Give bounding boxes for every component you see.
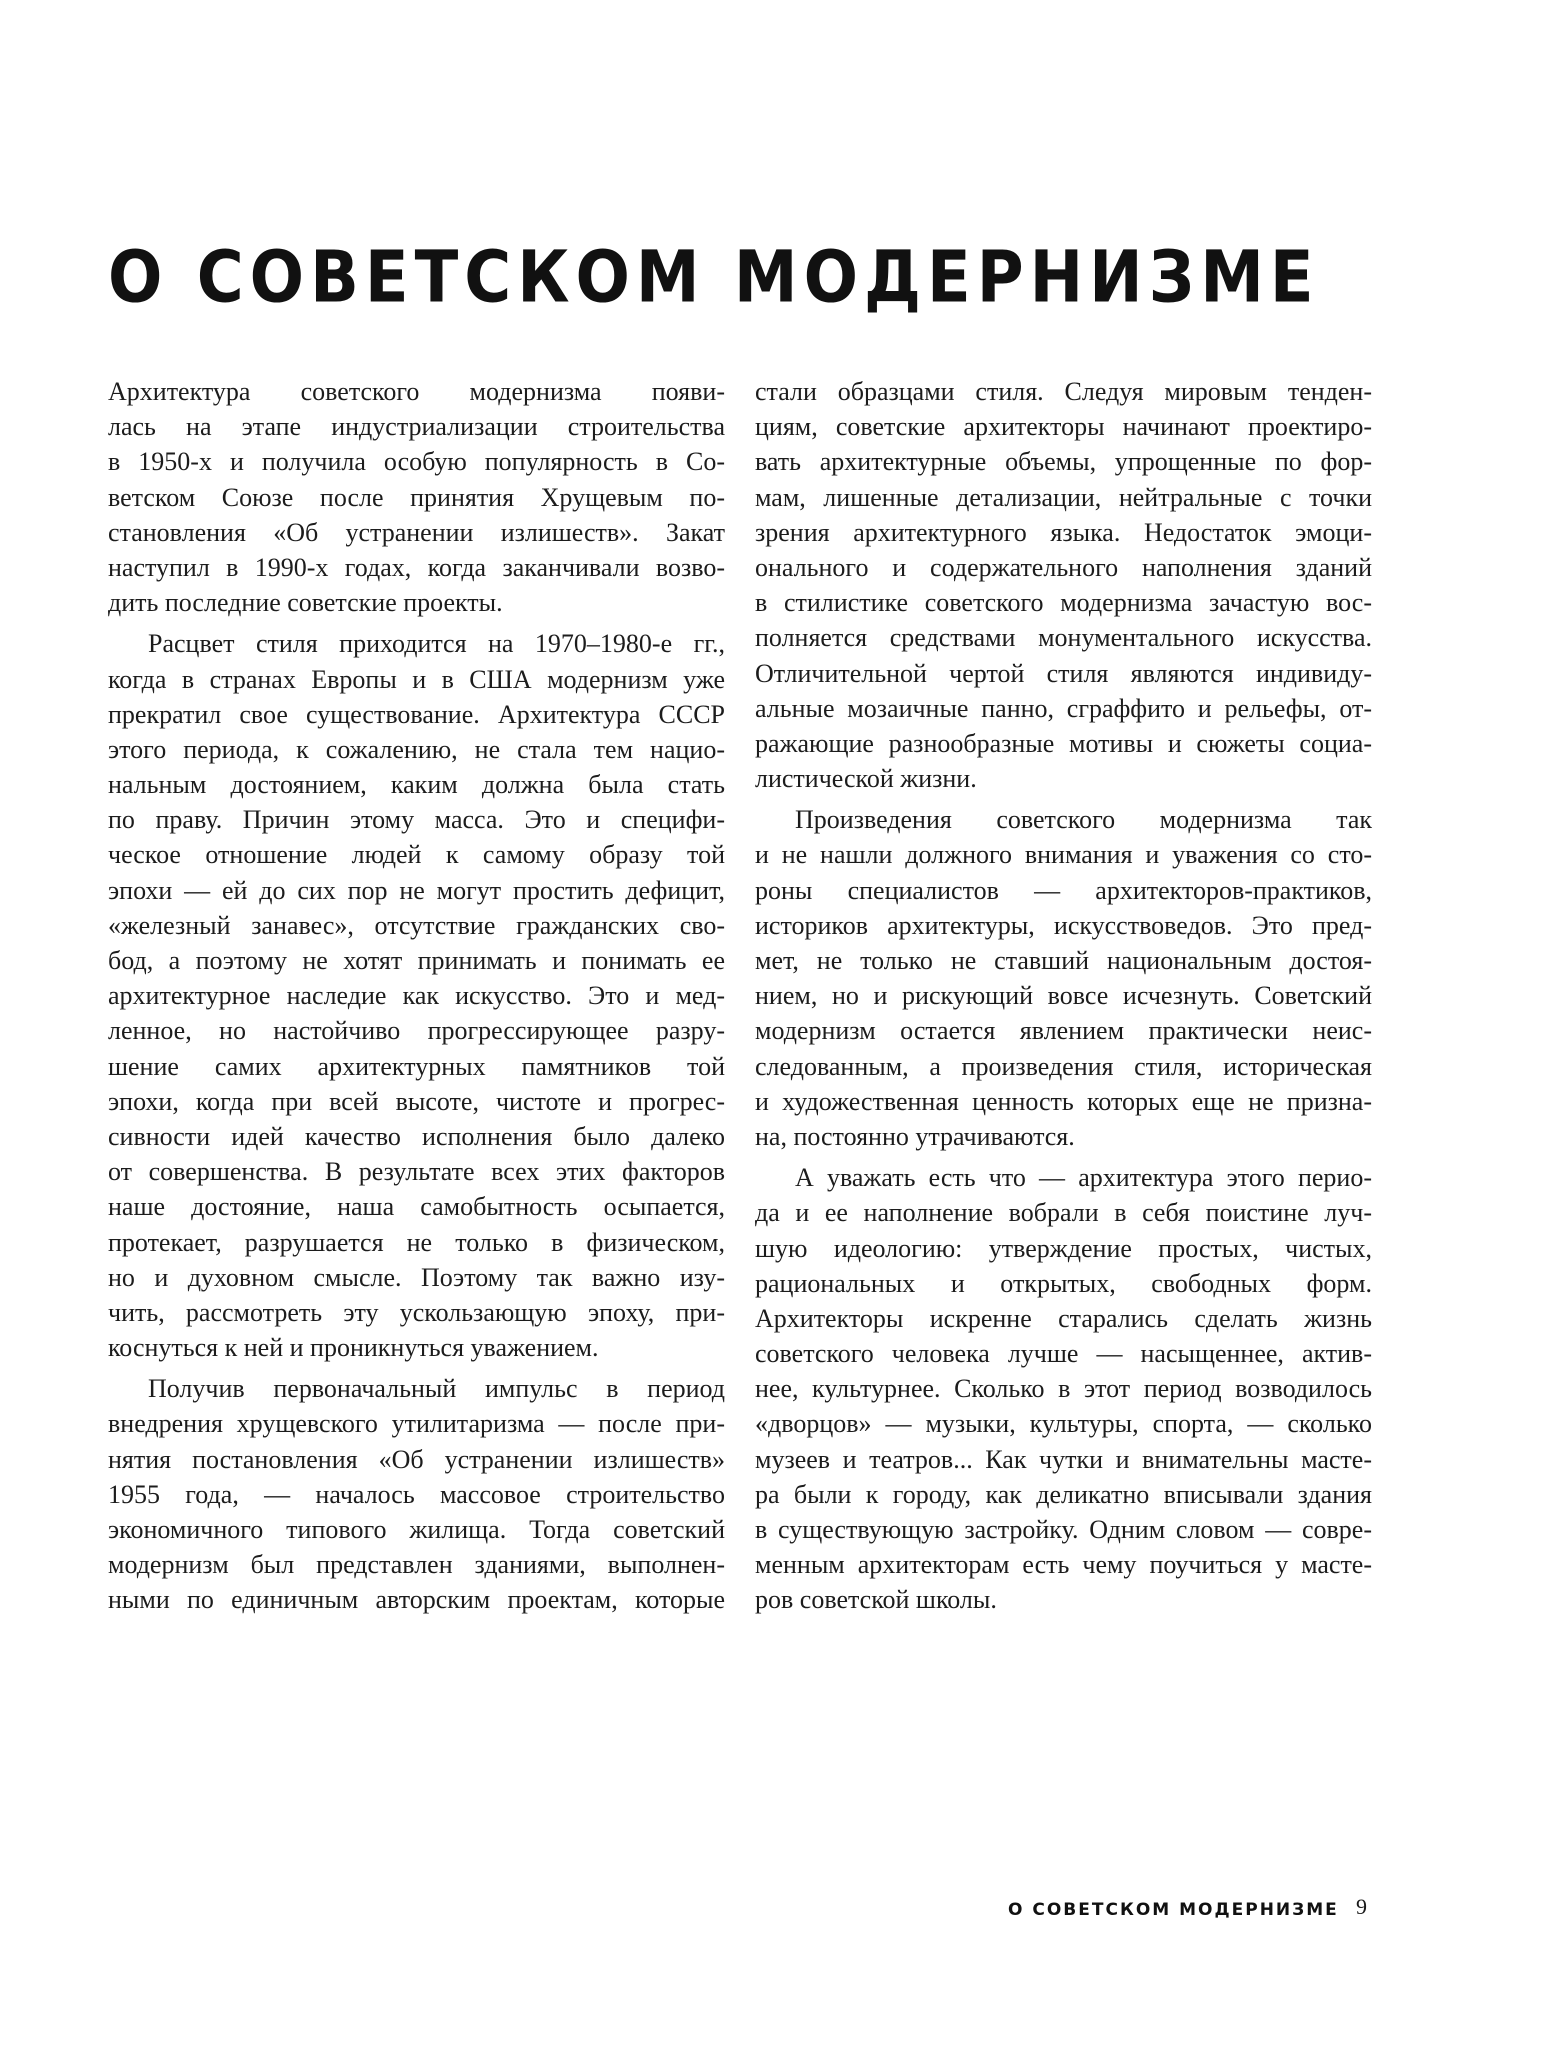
text-line: по праву. Причин этому масса. Это и специфи- <box>108 805 725 835</box>
paragraph-3 <box>108 1371 725 1617</box>
text-line: ра были к городу, как деликатно вписывали здания <box>755 1479 1372 1509</box>
text-line: бод, а поэтому не хотят принимать и понимать ее <box>108 946 725 975</box>
text-line: нием, но и рискующий вовсе исчезнуть. Советский <box>755 981 1372 1011</box>
text-line: советского человека лучше — насыщеннее, актив- <box>755 1339 1372 1369</box>
text-column-right <box>755 374 1372 1618</box>
text-line: внедрения хрущевского утилитаризма — после при- <box>108 1409 725 1439</box>
text-line: Архитектура советского модернизма появи- <box>108 377 725 406</box>
text-line: роны специалистов — архитекторов-практиков, <box>755 875 1372 905</box>
text-line: но и духовном смысле. Поэтому так важно изу- <box>108 1262 725 1292</box>
text-line: модернизм остается явлением практически неис- <box>755 1016 1372 1046</box>
paragraph-4 <box>755 374 1372 796</box>
text-line: менным архитекторам есть чему поучиться у масте- <box>755 1550 1372 1580</box>
text-line: ными по единичным авторским проектам, которые <box>108 1585 725 1615</box>
text-line: мет, не только не ставший национальным достоя- <box>755 946 1372 975</box>
text-line: ческое отношение людей к самому образу той <box>108 840 725 870</box>
text-line: и не нашли должного внимания и уважения со сто- <box>755 840 1372 870</box>
paragraph-6 <box>755 1160 1372 1617</box>
text-line: следованным, а произведения стиля, историческая <box>755 1051 1372 1081</box>
text-line: «дворцов» — музыки, культуры, спорта, — сколько <box>755 1409 1372 1439</box>
paragraph-1 <box>108 374 725 620</box>
text-line: сивности идей качество исполнения было далеко <box>108 1121 725 1151</box>
text-line: рациональных и открытых, свободных форм. <box>755 1268 1372 1298</box>
text-line: шую идеологию: утверждение простых, чистых, <box>755 1233 1372 1263</box>
page-number: 9 <box>1356 1894 1367 1919</box>
text-line: «железный занавес», отсутствие гражданских сво- <box>108 910 725 940</box>
paragraph-2 <box>108 626 725 1365</box>
text-line: дить последние советские проекты. <box>108 588 503 618</box>
text-line: зрения архитектурного языка. Недостаток эмоци- <box>755 517 1372 547</box>
text-line: 1955 года, — началось массовое строительство <box>108 1479 725 1509</box>
text-line: наступил в 1990-х годах, когда заканчивали возво- <box>108 552 725 582</box>
text-line: музеев и театров... Как чутки и внимательны масте- <box>755 1444 1372 1474</box>
text-line: становления «Об устранении излишеств». Закат <box>108 517 725 547</box>
text-line: экономичного типового жилища. Тогда советский <box>108 1515 725 1544</box>
text-line: в 1950-х и получила особую популярность в Со- <box>108 447 725 477</box>
text-line: нее, культурнее. Сколько в этот период возводилось <box>755 1374 1372 1404</box>
text-line: в существующую застройку. Одним словом — совре- <box>755 1515 1372 1544</box>
text-line: чить, рассмотреть эту ускользающую эпоху, при- <box>108 1297 725 1327</box>
text-line: Отличительной чертой стиля являются индивиду- <box>755 658 1372 688</box>
text-line: протекает, разрушается не только в физическом, <box>108 1227 725 1257</box>
text-line: Расцвет стиля приходится на 1970–1980-е гг., <box>148 629 725 659</box>
paragraph-5 <box>755 802 1372 1154</box>
text-line: ветском Союзе после принятия Хрущевым по- <box>108 482 725 512</box>
page-title: О СОВЕТСКОМ МОДЕРНИЗМЕ <box>108 236 1320 320</box>
text-line: эпохи, когда при всей высоте, чистоте и прогрес- <box>108 1086 725 1116</box>
text-line: стали образцами стиля. Следуя мировым тенден- <box>755 377 1372 406</box>
text-line: на, постоянно утрачиваются. <box>755 1121 1075 1151</box>
text-line: вать архитектурные объемы, упрощенные по фор- <box>755 447 1372 477</box>
text-line: полняется средствами монументального искусства. <box>755 623 1372 653</box>
text-line: модернизм был представлен зданиями, выполнен- <box>108 1550 725 1580</box>
text-line: циям, советские архитекторы начинают проектиро- <box>755 412 1372 442</box>
text-line: когда в странах Европы и в США модернизм уже <box>108 664 725 694</box>
text-line: коснуться к ней и проникнуться уважением. <box>108 1333 599 1363</box>
text-line: нятия постановления «Об устранении излишеств» <box>108 1444 725 1474</box>
text-line: историков архитектуры, искусствоведов. Это пред- <box>755 910 1372 940</box>
text-line: да и ее наполнение вобрали в себя поистине луч- <box>755 1198 1372 1228</box>
text-line: мам, лишенные детализации, нейтральные с точки <box>755 482 1372 512</box>
text-line: наше достояние, наша самобытность осыпается, <box>108 1192 725 1222</box>
text-line: ров советской школы. <box>755 1585 997 1615</box>
text-line: ражающие разнообразные мотивы и сюжеты социа- <box>755 728 1372 758</box>
text-line: нальным достоянием, каким должна была стать <box>108 770 725 800</box>
text-line: шение самих архитектурных памятников той <box>108 1051 725 1081</box>
text-line: архитектурное наследие как искусство. Это и мед- <box>108 981 725 1011</box>
text-line: Получив первоначальный импульс в период <box>148 1374 725 1404</box>
text-line: альные мозаичные панно, сграффито и рельефы, от- <box>755 693 1372 723</box>
running-footer-title: О СОВЕТСКОМ МОДЕРНИЗМЕ <box>1008 1900 1339 1920</box>
text-line: в стилистике советского модернизма зачастую вос- <box>755 588 1372 618</box>
text-line: А уважать есть что — архитектура этого перио- <box>795 1163 1372 1193</box>
text-line: эпохи — ей до сих пор не могут простить дефицит, <box>108 875 725 905</box>
text-line: прекратил свое существование. Архитектура СССР <box>108 699 725 729</box>
text-line: ленное, но настойчиво прогрессирующее разру- <box>108 1016 725 1046</box>
text-line: листической жизни. <box>755 764 977 794</box>
text-line: этого периода, к сожалению, не стала тем нацио- <box>108 734 725 764</box>
text-line: лась на этапе индустриализации строительства <box>108 412 725 442</box>
text-line: и художественная ценность которых еще не призна- <box>755 1086 1372 1116</box>
text-line: от совершенства. В результате всех этих факторов <box>108 1157 725 1187</box>
text-column-left <box>108 374 725 1618</box>
text-line: Произведения советского модернизма так <box>795 805 1372 835</box>
text-line: Архитекторы искренне старались сделать жизнь <box>755 1303 1372 1333</box>
text-line: онального и содержательного наполнения зданий <box>755 552 1372 582</box>
